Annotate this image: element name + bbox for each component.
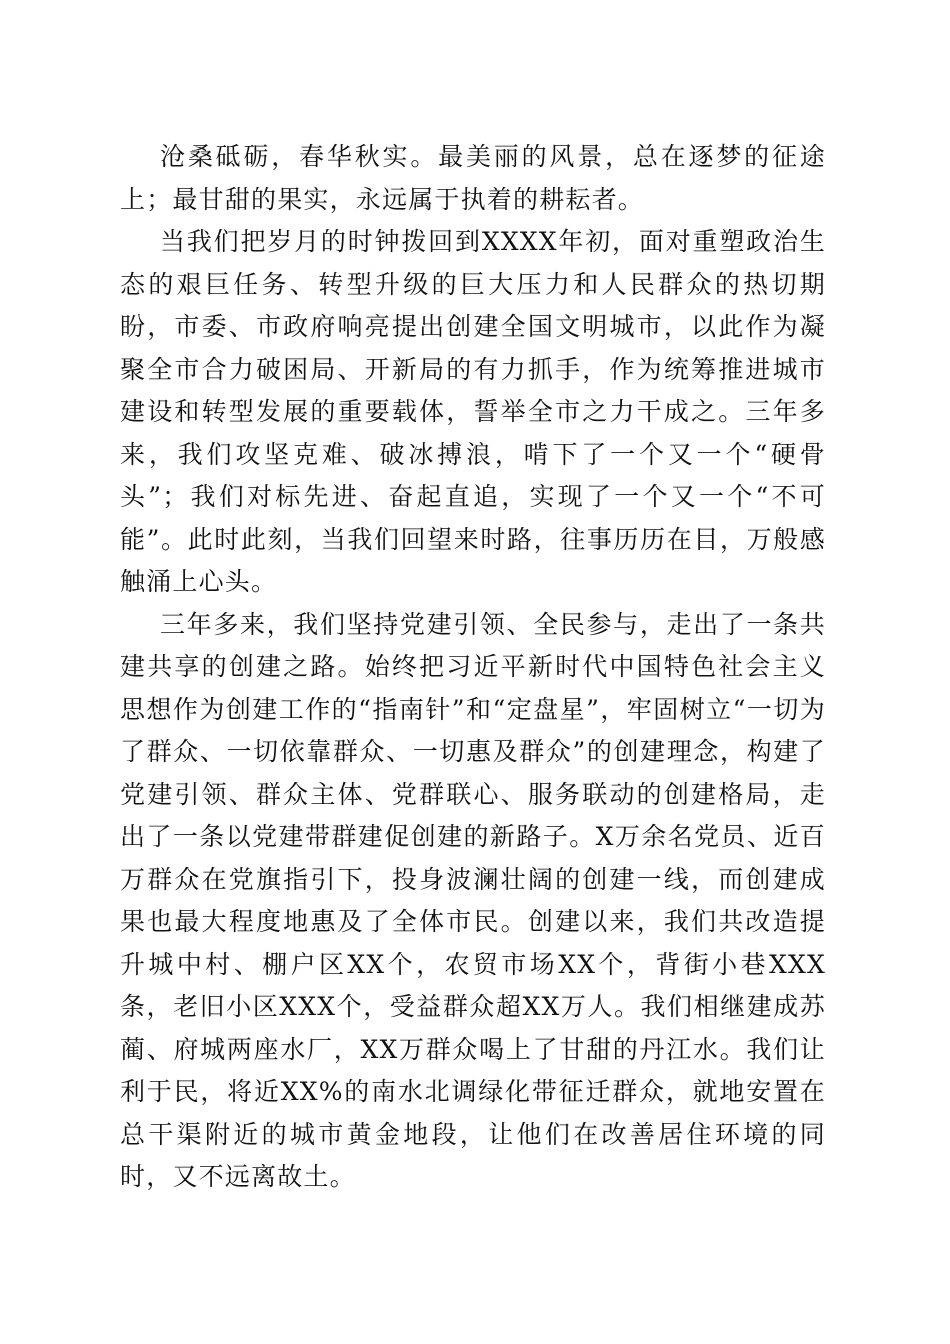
paragraph-2: 当我们把岁月的时钟拨回到XXXX年初，面对重塑政治生态的艰巨任务、转型升级的巨大压力和人民群众的热切期盼，市委、市政府响亮提出创建全国文明城市，以此作为凝聚全市合力破困局、开新局的有力抓手，作为统筹推进城市建设和转型发展的重要载体，誓举全市之力干成之。三年多来，我们攻坚克难、破冰搏浪，啃下了一个又一个“硬骨头”；我们对标先进、奋起直追，实现了一个又一个“不可能”。此时此刻，当我们回望来时路，往事历历在目，万般感触涌上心头。 xyxy=(120,227,826,596)
paragraph-3: 三年多来，我们坚持党建引领、全民参与，走出了一条共建共享的创建之路。始终把习近平新时代中国特色社会主义思想作为创建工作的“指南针”和“定盘星”，牢固树立“一切为了群众、一切依靠群众、一切惠及群众”的创建理念，构建了党建引领、群众主体、党群联心、服务联动的创建格局，走出了一条以党建带群建促创建的新路子。X万余名党员、近百万群众在党旗指引下，投身波澜壮阔的创建一线，而创建成果也最大程度地惠及了全体市民。创建以来，我们共改造提升城中村、棚户区XX个，农贸市场XX个，背街小巷XXX条，老旧小区XXX个，受益群众超XX万人。我们相继建成苏蔺、府城两座水厂，XX万群众喝上了甘甜的丹江水。我们让利于民，将近XX%的南水北调绿化带征迁群众，就地安置在总干渠附近的城市黄金地段，让他们在改善居住环境的同时，又不远离故土。 xyxy=(120,609,826,1191)
paragraph-1: 沧桑砥砺，春华秋实。最美丽的风景，总在逐梦的征途上；最甘甜的果实，永远属于执着的耕耘者。 xyxy=(120,142,826,214)
document-body xyxy=(120,136,826,1199)
